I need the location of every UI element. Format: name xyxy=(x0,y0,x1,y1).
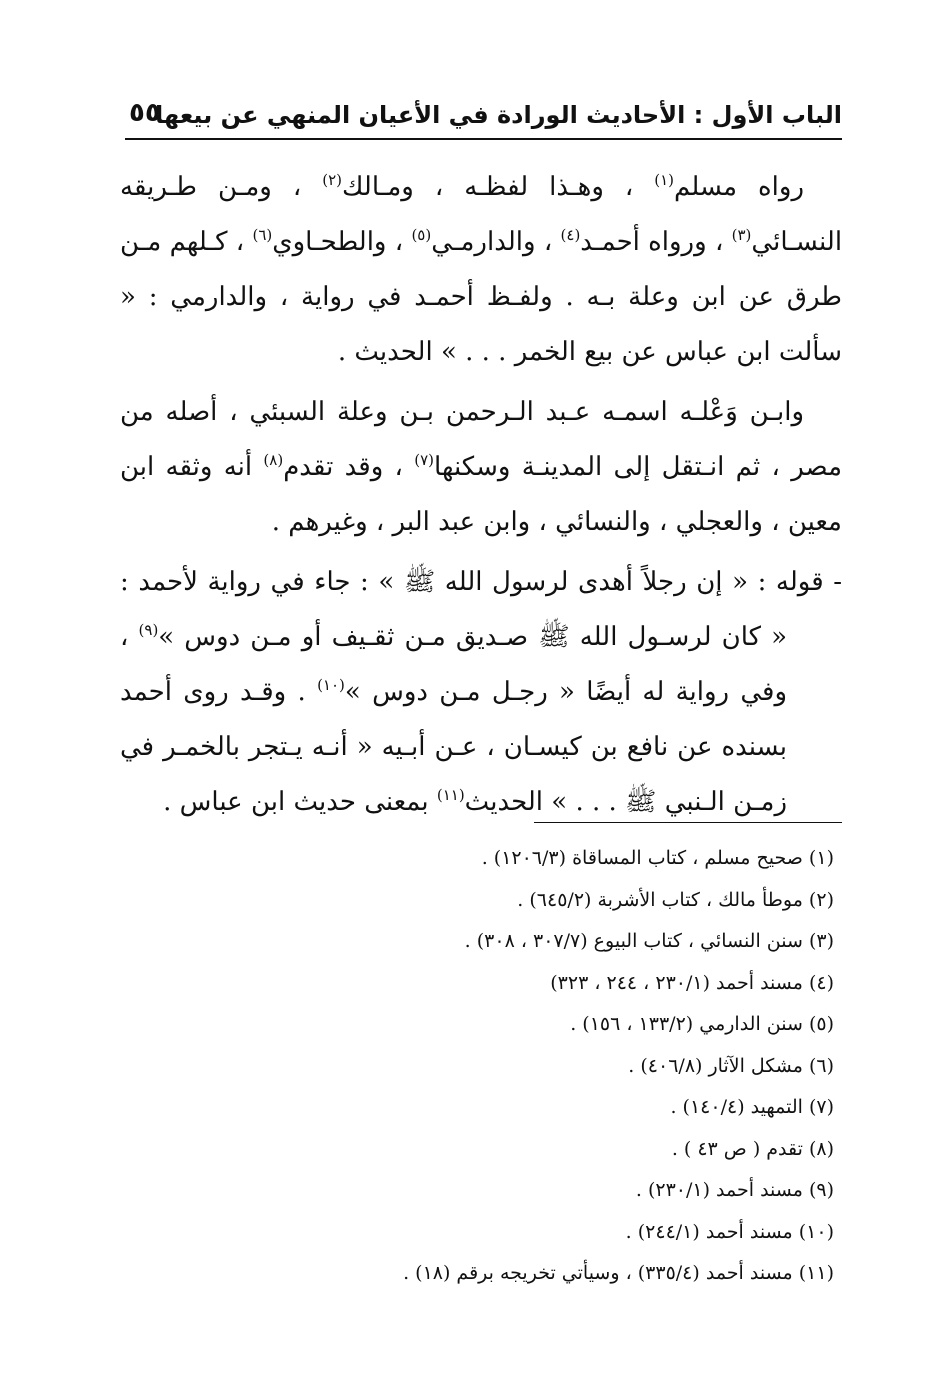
text-run: رواه مسلم xyxy=(674,172,804,202)
footnote-ref-11: (١١) xyxy=(436,786,465,804)
text-run: بمعنى حديث ابن عباس . xyxy=(163,787,429,817)
paragraph-1 xyxy=(120,160,842,380)
footnote-3: (٣) سنن النسائي ، كتاب البيوع (٣٠٧/٧ ، ٣٠٨) . xyxy=(464,930,834,952)
text-run: ، وقد تقدم xyxy=(283,452,403,482)
footnote-ref-8: (٨) xyxy=(263,451,284,469)
paragraph-3 xyxy=(120,555,842,830)
main-text xyxy=(120,160,842,835)
footnote-7: (٧) التمهيد (١٤٠/٤) . xyxy=(670,1096,834,1118)
text-run: . وقـد روى أحمد بسنده عن نافع بن كيسـان ، عـن أبـيه « أنـه يـتجر بالخمـر في زمـن الـنبي ﷺ . . . » الحديث xyxy=(120,677,787,817)
footnote-ref-1: (١) xyxy=(654,171,675,189)
text-run: ، والدارمـي xyxy=(431,227,553,257)
footnote-ref-6: (٦) xyxy=(252,226,273,244)
footnote-ref-3: (٣) xyxy=(731,226,752,244)
footnote-ref-4: (٤) xyxy=(560,226,581,244)
text-run: وابـن وَعْلـه اسمـه عـبد الـرحمن بـن وعلة السبئي ، أصله من مصر ، ثم انـتقل إلى المدينـة وسكنها xyxy=(120,397,843,482)
footnote-ref-5: (٥) xyxy=(411,226,432,244)
footnote-ref-9: (٩) xyxy=(138,621,159,639)
text-run: - قوله : « إن رجلاً أهدى لرسول الله ﷺ » : جاء في رواية لأحمد : « كان لرسـول الله ﷺ صـديق مـن ثقـيف أو مـن دوس » xyxy=(120,567,842,652)
footnote-ref-10: (١٠) xyxy=(317,676,345,694)
text-run: ، والطحـاوي xyxy=(272,227,404,257)
footnote-4: (٤) مسند أحمد (٢٣٠/١ ، ٢٤٤ ، ٣٢٣) xyxy=(550,971,834,994)
footnote-2: (٢) موطأ مالك ، كتاب الأشربة (٦٤٥/٢) . xyxy=(517,888,834,911)
footnote-11: (١١) مسند أحمد (٣٣٥/٤) ، وسيأتي تخريجه برقم (١٨) . xyxy=(403,1262,834,1284)
text-run: ، وفي رواية له أيضًا « رجـل مـن دوس » xyxy=(120,622,788,707)
page-header xyxy=(125,98,842,140)
footnote-1: (١) صحيح مسلم ، كتاب المساقاة (١٢٠٦/٣) . xyxy=(481,847,834,869)
text-run: ، وهـذا لفظـه ، ومـالك xyxy=(342,172,634,202)
footnote-9: (٩) مسند أحمد (٢٣٠/١) . xyxy=(635,1179,834,1201)
footnote-6: (٦) مشكل الآثار (٤٠٦/٨) . xyxy=(628,1054,834,1077)
text-run: ، ورواه أحمـد xyxy=(580,227,724,257)
page-number: ٥٥ xyxy=(129,98,161,128)
paragraph-2 xyxy=(120,385,842,550)
text-run: ، ومـن طـريقه النسـائي xyxy=(120,172,843,257)
running-head: الباب الأول : الأحاديث الورادة في الأعيان المنهي عن بيعها xyxy=(155,101,842,129)
footnote-8: (٨) تقدم ( ص ٤٣ ) . xyxy=(671,1137,834,1160)
footnote-5: (٥) سنن الدارمي (١٣٣/٢ ، ١٥٦) . xyxy=(570,1013,834,1035)
text-run: أنه وثقه ابن معين ، والعجلي ، والنسائي ، وابن عبد البر ، وغيرهم . xyxy=(120,452,842,537)
text-run: ، كـلهم مـن طرق عن ابن وعلة بـه . ولفـظ أحمـد في رواية ، والدارمي : « سألت ابن عباس عن بيع الخمر . . . » الحديث . xyxy=(120,227,842,367)
footnotes-list xyxy=(300,838,834,1295)
footnote-separator xyxy=(534,822,842,823)
footnote-10: (١٠) مسند أحمد (٢٤٤/١) . xyxy=(625,1220,834,1243)
footnote-ref-2: (٢) xyxy=(322,171,342,189)
footnote-ref-7: (٧) xyxy=(414,451,435,469)
